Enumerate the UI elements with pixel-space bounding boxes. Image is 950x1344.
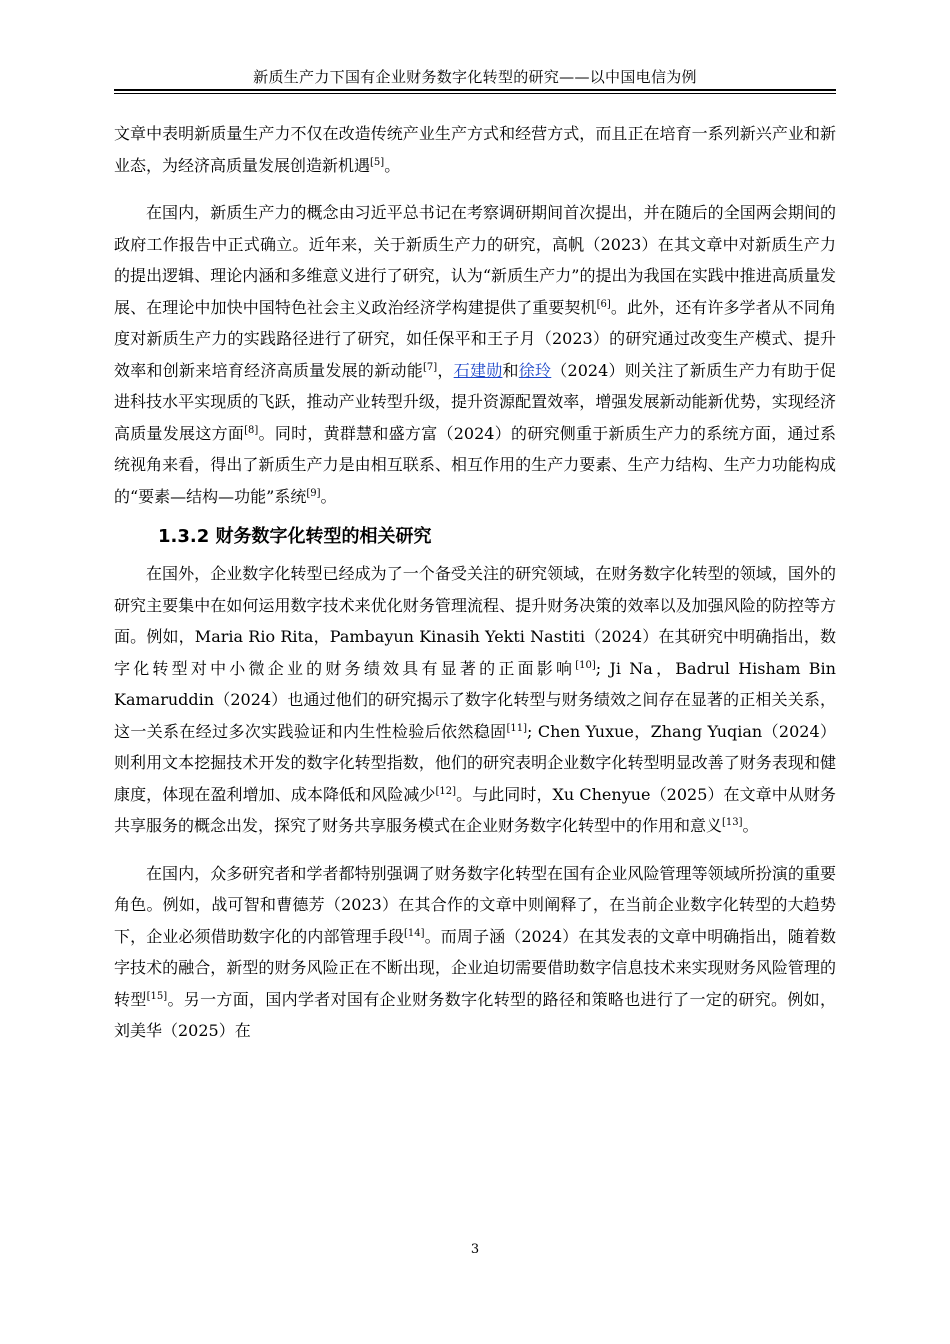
citation-10[interactable]: [10]: [575, 659, 596, 671]
paragraph-continuation: [114, 118, 836, 181]
section-heading-1-3-2: 1.3.2 财务数字化转型的相关研究: [158, 526, 432, 547]
paragraph-text: ，: [437, 360, 454, 380]
citation-9[interactable]: [9]: [306, 487, 321, 499]
paragraph-text: 。而周子涵（2024）在其发表的文章中明确指出，随着数字技术的融合，新型的财务风险正在不断出现，企业迫切需要借助数字信息技术来实现财务风险管理的转型: [114, 926, 836, 1009]
author-link-shi-jianxun[interactable]: 石建勋: [453, 360, 503, 380]
paragraph-text: （2024）则关注了新质生产力有助于促进科技水平实现质的飞跃，推动产业转型升级，提升资源配置效率，增强发展新动能新优势，实现经济高质量发展这方面: [114, 360, 836, 443]
citation-7[interactable]: [7]: [422, 361, 438, 373]
citation-14[interactable]: [14]: [404, 927, 425, 939]
citation-6[interactable]: [6]: [596, 298, 611, 310]
paragraph-text: 。与此同时，Xu Chenyue（2025）在文章中从财务共享服务的概念出发，探究了财务共享服务模式在企业财务数字化转型中的作用和意义: [114, 784, 836, 835]
paragraph-text: 文章中表明新质量生产力不仅在改造传统产业生产方式和经营方式，而且正在培育一系列新兴产业和新业态，为经济高质量发展创造新机遇: [114, 124, 836, 175]
citation-12[interactable]: [12]: [435, 785, 457, 797]
paragraph-text: 。另一方面，国内学者对国有企业财务数字化转型的路径和策略也进行了一定的研究。例如，刘美华（2025）在: [114, 989, 836, 1040]
paragraph-domestic-new-productivity: [114, 197, 836, 512]
paragraph-text: 在国内，众多研究者和学者都特别强调了财务数字化转型在国有企业风险管理等领域所扮演的重要角色。例如，战可智和曹德芳（2023）在其合作的文章中则阐释了，在当前企业数字化转型的大趋势下，企业必须借助数字化的内部管理手段: [114, 863, 836, 946]
paragraph-text: 在国外，企业数字化转型已经成为了一个备受关注的研究领域，在财务数字化转型的领域，国外的研究主要集中在如何运用数字技术来优化财务管理流程、提升财务决策的效率以及加强风险的防控等方面。例如，Maria Rio Rita，Pambayun Kinasih Yekti Nastiti（2024）在其研究中明确指出，数字化转型对中小微企业的财务绩效具有显著的正面影响: [114, 564, 836, 678]
paragraph-text: 在国内，新质生产力的概念由习近平总书记在考察调研期间首次提出，并在随后的全国两会期间的政府工作报告中正式确立。近年来，关于新质生产力的研究，高帆（2023）在其文章中对新质生产力的提出逻辑、理论内涵和多维意义进行了研究，认为“新质生产力”的提出为我国在实践中推进高质量发展、在理论中加快中国特色社会主义政治经济学构建提供了重要契机: [114, 203, 836, 317]
paragraph-foreign-research: [114, 558, 836, 842]
citation-15[interactable]: [15]: [146, 990, 168, 1002]
running-header: 新质生产力下国有企业财务数字化转型的研究——以中国电信为例: [253, 68, 697, 86]
paragraph-text: ; Chen Yuxue，Zhang Yuqian（2024）则利用文本挖掘技术开发的数字化转型指数，他们的研究表明企业数字化转型明显改善了财务表现和健康度，体现在盈利增加、成本降低和风险减少: [114, 721, 836, 804]
paragraph-text: ; Ji Na，Badrul Hisham Bin Kamaruddin（2024）也通过他们的研究揭示了数字化转型与财务绩效之间存在显著的正相关关系，这一关系在经过多次实践验证和内生性检验后依然稳固: [114, 658, 836, 741]
citation-5[interactable]: [5]: [370, 156, 385, 168]
paragraph-domestic-research: [114, 858, 836, 1047]
header-rule-thin: [114, 93, 836, 94]
citation-13[interactable]: [13]: [722, 817, 743, 828]
citation-11[interactable]: [11]: [506, 722, 528, 734]
header-rule-thick: [114, 89, 836, 91]
paragraph-text: 。: [742, 816, 759, 835]
page-body: [114, 118, 836, 1047]
page-number: 3: [470, 1242, 480, 1257]
paragraph-text: 。此外，还有许多学者从不同角度对新质生产力的实践路径进行了研究，如任保平和王子月（2023）的研究通过改变生产模式、提升效率和创新来培育经济高质量发展的新动能: [114, 297, 836, 380]
author-link-xu-ling[interactable]: 徐玲: [518, 360, 552, 380]
paragraph-text: 。: [384, 155, 401, 175]
paragraph-text: 。: [320, 486, 337, 506]
paragraph-text: 。同时，黄群慧和盛方富（2024）的研究侧重于新质生产力的系统方面，通过系统视角来看，得出了新质生产力是由相互联系、相互作用的生产力要素、生产力结构、生产力功能构成的“要素—结构—功能”系统: [114, 423, 836, 506]
citation-8[interactable]: [8]: [244, 424, 259, 436]
paragraph-text: 和: [502, 360, 519, 380]
